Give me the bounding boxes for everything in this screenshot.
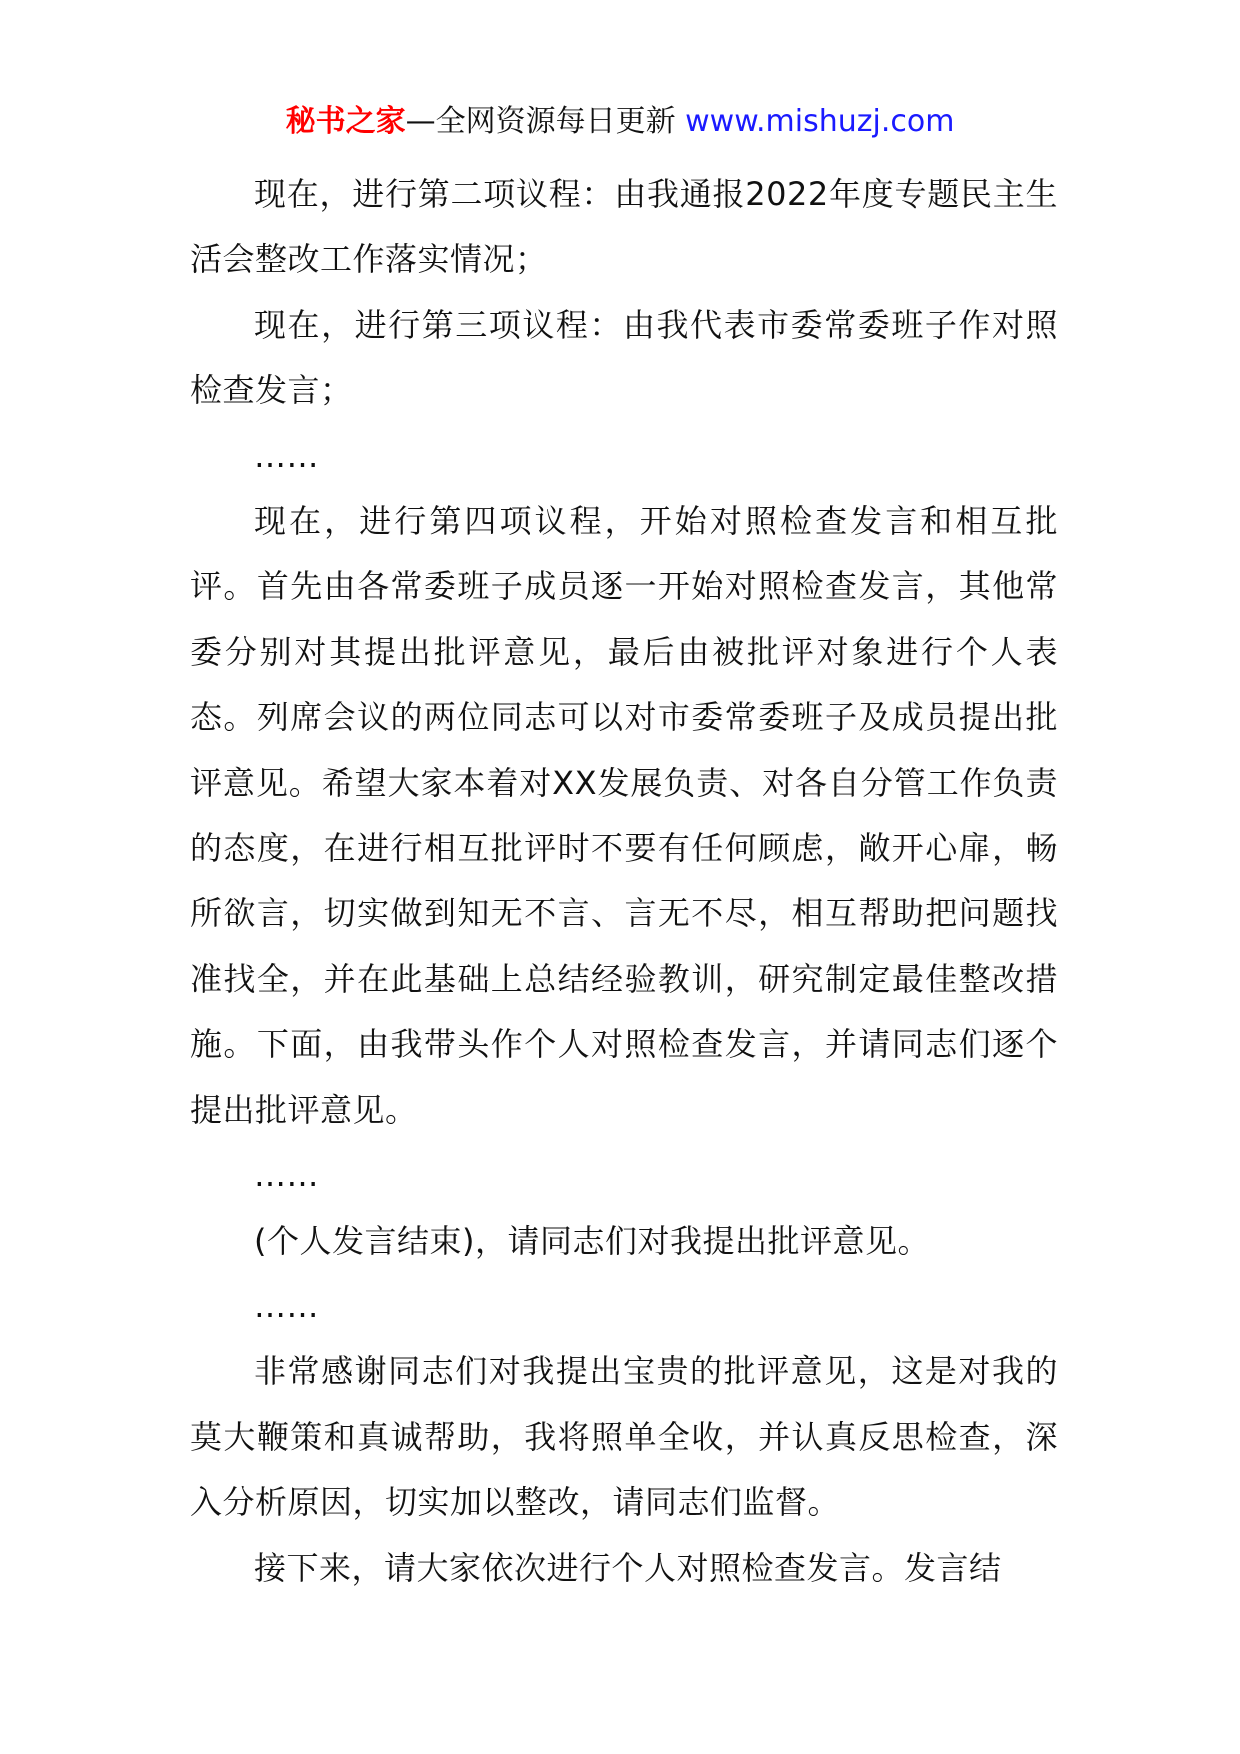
paragraph-agenda-2: 现在，进行第二项议程：由我通报2022年度专题民主生活会整改工作落实情况； [190, 175, 1058, 279]
page-header [0, 100, 1240, 144]
paragraph-thanks: 非常感谢同志们对我提出宝贵的批评意见，这是对我的莫大鞭策和真诚帮助，我将照单全收，并认真反思检查，深入分析原因，切实加以整改，请同志们监督。 [190, 1352, 1058, 1522]
header-slogan: —全网资源每日更新 [405, 104, 676, 139]
paragraph-agenda-3: 现在，进行第三项议程：由我代表市委常委班子作对照检查发言； [190, 305, 1058, 410]
paragraph-speech-end: (个人发言结束)，请同志们对我提出批评意见。 [254, 1221, 930, 1260]
ellipsis-3: …… [254, 1286, 319, 1325]
website-link[interactable]: www.mishuzj.com [685, 104, 955, 139]
ellipsis-1: …… [254, 436, 319, 475]
ellipsis-2: …… [254, 1156, 319, 1195]
paragraph-agenda-4: 现在，进行第四项议程，开始对照检查发言和相互批评。首先由各常委班子成员逐一开始对照检查发言，其他常委分别对其提出批评意见，最后由被批评对象进行个人表态。列席会议的两位同志可以对市委常委班子及成员提出批评意见。希望大家本着对XX发展负责、对各自分管工作负责的态度，在进行相互批评时不要有任何顾虑，敞开心扉，畅所欲言，切实做到知无不言、言无不尽，相互帮助把问题找准找全，并在此基础上总结经验教训，研究制定最佳整改措施。下面，由我带头作个人对照检查发言，并请同志们逐个提出批评意见。 [190, 502, 1058, 1129]
document-body [190, 162, 1058, 1601]
paragraph-next: 接下来，请大家依次进行个人对照检查发言。发言结 [254, 1548, 1002, 1587]
brand-name: 秘书之家 [285, 104, 406, 139]
